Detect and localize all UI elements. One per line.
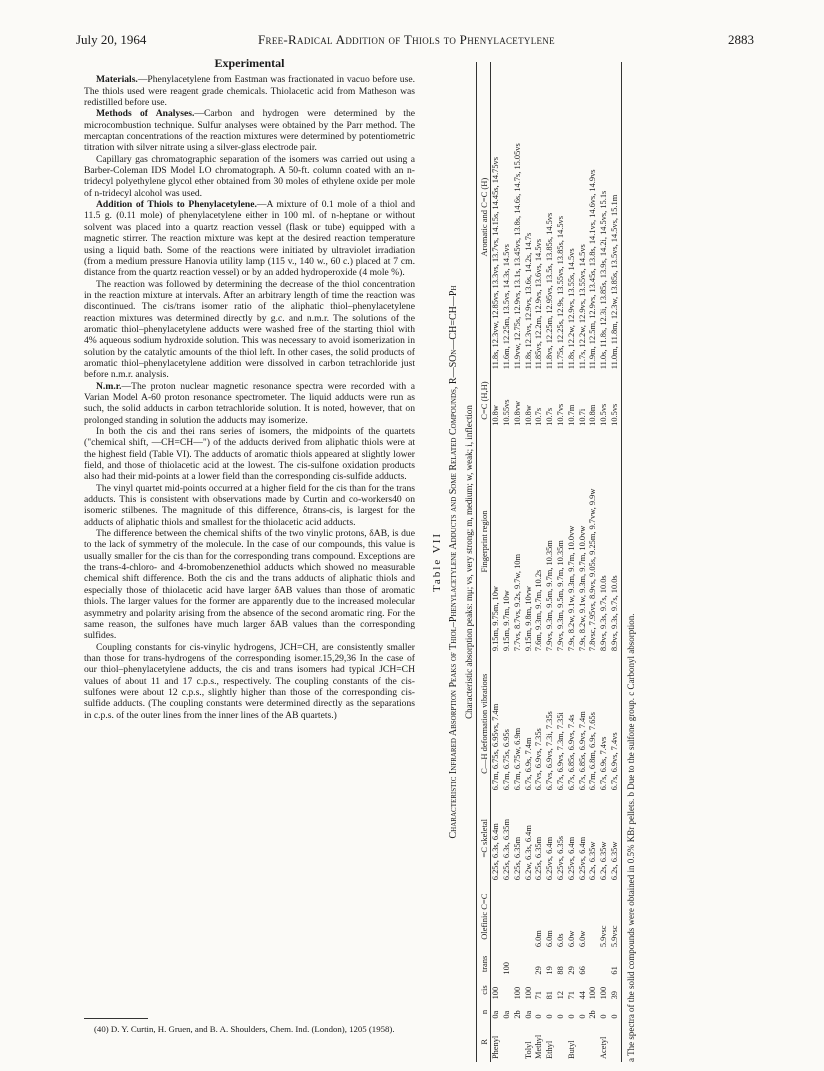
table-cell: Methyl [534,1034,544,1059]
table-cell: 6.7s, 6.9s, 7.4vs [599,736,609,791]
table-cell: 10.8w [491,405,501,426]
table-cell: 11.9vw, 12.75s, 12.9vs, 13.1s, 13.45vs, 13.8s, 14.6s, 14.7s, 15.05vs [512,143,522,370]
table-subcaption: Characteristic absorption peaks: mμ; vs, very strong; m, medium; w, weak; i, inflection [464,62,478,1062]
paragraph [84,381,415,426]
table-row [502,62,513,1062]
table-cell: 11.6m, 12.25m, 13.5vs, 14.3s, 14.5vs [501,244,511,370]
table-cell: 0 [599,1014,609,1019]
table-header-cell: =C skeletal [479,793,490,883]
paragraph-text: In both the cis and thei rans series of isomers, the midpoints of the quartets ("chemical shift, —CH=CH—") of the adducts derived from aliphatic thiols were at the highest field (Table VI). The adducts of aromatic thiols appeared at slightly lower field, and those of thiolacetic acid at the lowest. The cis-sulfone oxidation products also had their mid-points at a lower field than the corresponding cis-sulfide adducts. [84,426,415,483]
table-cell: 6.25s, 6.3s, 6.35m [501,818,511,881]
table-cell: 8.9vs, 9.3s, 9.7s, 10.0s [610,429,621,654]
table-cell: 10.5vs [610,372,621,429]
table-cell: 12 [555,991,565,1000]
table-cell: 6.2s, 6.35w [610,793,621,883]
table-cell: 11.7s, 12.2w, 12.9vs, 13.55vs, 14.5vs [577,244,587,370]
paragraph-text: —Carbon and hydrogen were determined by the microcombustion technique. Sulfur analyses were obtained by the Parr method. The mercaptan concentrations of the reaction mixtures were determined by potentiometric titration with silver nitrate using a silver-glass electrode pair. [84,108,415,154]
table-cell: 11.9m, 12.5m, 12.9vs, 13.45s, 13.8s, 14.1vs, 14.6vs, 14.9vs [588,169,598,370]
paragraph [84,426,415,483]
table-header-cell: Fingerprint region [479,429,490,654]
paragraph-text: The reaction was followed by determining the decrease of the thiol concentration in the reaction mixture at intervals. After an arbitrary length of time the reaction was discontinued. The cis/trans isomer ratio of the aliphatic thiol–phenylacetylene reaction mixtures was determined directly by g.c. and n.m.r. The solutions of the aromatic thiol–phenylacetylene adducts were washed free of the starting thiol with 4% aqueous sodium hydroxide solution. This was necessary to avoid isomerization in solution by the catalytic amounts of the thiol left. In other cases, the solid products of aromatic thiol–phenylacetylene addition were dissolved in carbon tetrachloride just before n.m.r. analysis. [84,278,415,381]
paragraph-text: The difference between the chemical shifts of the two vinylic protons, δAB, is due to the lack of symmetry of the molecule. In the case of our compounds, this value is usually smaller for the cis than for the corresponding trans compound. Exceptions are the trans-4-chloro- and 4-bromobenzenethiol adducts which showed no measurable chemical shift difference. Both the cis and the trans adducts of aliphatic thiols and especially those of thiolacetic acid have larger δAB values than those of aromatic thiols. The larger values for the former are apparently due to the increased molecular asymmetry and polarity arising from the absence of the second aromatic ring. For the same reason, the sulfones have much larger δAB values than the corresponding sulfides. [84,528,415,642]
paragraph-heading: N.m.r. [96,380,122,392]
table-cell: 100 [523,986,533,1000]
table-cell: 100 [588,986,598,1000]
paragraph [84,642,415,721]
table-cell [513,950,524,977]
paragraph-heading: Materials. [96,74,138,86]
table-cell: 0 [545,1014,555,1019]
table-cell: Tolyl [523,1041,533,1059]
table-cell: 100 [501,962,511,975]
table-cell: 7.9s, 8.2w, 9.1w, 9.3m, 9.7m, 10.0vw [566,525,576,652]
table-cell: 100 [599,986,609,1000]
table-cell: 11.85vs, 12.2m, 12.9vs, 13.6vs, 14.5vs [534,239,544,370]
table-cell: 6.7s, 6.9s, 7.4m [523,737,533,791]
table-cell: Phenyl [491,1035,501,1059]
table-notes: a The spectra of the solid compounds were obtained in 0.5% KBr pellets. b Due to the sulfone group. c Carbonyl absorption. [625,613,636,1062]
table-cell: 6.25s, 6.3s, 6.4m [491,823,501,881]
table-cell: 6.7m, 6.75s, 6.95s [501,729,511,791]
table-cell: 11.8s, 12.3vs, 12.9vs, 13.6s, 14.2s, 14.7s [523,232,533,370]
table-cell: 71 [566,991,576,1000]
left-column [84,58,415,721]
table-cell: 6.7m, 6.75s, 6.95vs, 7.4m [491,703,501,791]
table-row [556,62,567,1062]
table-block [426,62,786,1062]
paragraph-text: Capillary gas chromatographic separation of the isomers was carried out using a Barber-Coleman IDS Model LO chromatograph. A 50-ft. column coated with an n-tridecyl polyethylene glycol ether obtained from 30 moles of ethylene oxide per mole of n-tridecyl alcohol was used. [84,153,415,199]
paragraph-heading: Methods of Analyses. [96,108,195,120]
table-cell: Acetyl [599,1036,609,1059]
table-cell: 11.8s, 12.2w, 12.9vs, 13.55s, 14.5vs [566,248,576,370]
table-cell: 61 [610,950,621,977]
table-cell: 6.2w, 6.3s, 6.4m [523,825,533,881]
table-row [610,62,621,1062]
table-row [578,62,589,1062]
running-header-title: Free-Radical Addition of Thiols to Phenylacetylene [258,32,555,47]
table-cell: 8.9vs, 9.3s, 9.7s, 10.0s [599,575,609,652]
table-cell: Ethyl [545,1040,555,1059]
table-row [599,62,610,1062]
table-cell [502,1022,513,1062]
table-cell: 11.8s, 12.3vw, 12.85vs, 13.3vs, 13.7vs, 14.15s, 14.45s, 14.75vs [491,156,501,370]
table-cell: 6.25s, 6.35m [534,836,544,881]
table-cell: 10.7vs [555,403,565,426]
table-header-cell: R [479,1022,490,1062]
table-row [491,62,502,1062]
footnote: (40) D. Y. Curtin, H. Gruen, and B. A. Shoulders, Chem. Ind. (London), 1205 (1958). [94,1024,395,1034]
table-cell: 7.8vsc, 7.95vs, 8.9vs, 9.05s, 9.25m, 9.7vw, 9.9w [588,488,598,652]
table-cell [513,883,524,950]
paragraph-text: —The proton nuclear magnetic resonance spectra were recorded with a Varian Model A-60 proton resonance spectrometer. The liquid adducts were run as such, the solid adducts in carbon tetrachloride solution. It is noted, however, that on prolonged standing in solution the adducts may isomerize. [84,380,415,426]
table-cell: 0a [501,1010,511,1019]
table-cell [502,978,513,1003]
table-cell: 100 [491,986,501,1000]
table-cell: 0 [577,1014,587,1019]
table-cell: 6.2s, 6.35w [599,841,609,881]
table-cell: 10.55vs [501,399,511,426]
table-cell: 11.8vs, 12.25m, 12.95vs, 13.5s, 13.85s, 14.5vs [545,212,555,370]
table-row [567,62,578,1062]
paragraph [84,279,415,381]
table-cell: 7.9s, 8.2w, 9.1w, 9.3m, 9.7m, 10.0vw [577,525,587,652]
table-cell: 6.7m, 6.75w, 6.9m [512,727,522,791]
paragraph-heading: Addition of Thiols to Phenylacetylene. [96,199,257,211]
table-cell: 5.9vsc [610,883,621,950]
table-cell: 10.7i [577,408,587,426]
table-cell: 6.7vs, 6.9vs, 7.3i, 7.35s [545,711,555,791]
table-row [534,62,545,1062]
table-cell: 6.7m, 6.8m, 6.9s, 7.65s [588,712,598,791]
table-cell: 6.0m [534,930,544,948]
table-cell: 6.25vs, 6.4m [545,836,555,881]
table-header-cell: Olefinic C=C [479,883,490,950]
paragraph [84,108,415,153]
table-cell: 0 [566,1014,576,1019]
table-cell: 10.7s [534,407,544,426]
table-cell: 11.0m, 11.8m, 12.3w, 13.85s, 13.5vs, 14.5vs, 15.1m [610,62,621,372]
table-cell: 11.0s, 11.8s, 12.3i, 13.85s, 13.9s, 14.2i, 14.5vs, 15.1s [599,190,609,370]
paragraph-text: —Phenylacetylene from Eastman was fractionated in vacuo before use. The thiols used were reagent grade chemicals. Thiolacetic acid from Matheson was redistilled before use. [84,74,415,109]
table-cell: 11.75s, 12.25s, 12.9s, 13.55vs, 13.85s, 14.5vs [555,216,565,370]
table-row [524,62,535,1062]
ir-table [479,62,621,1062]
table-cell: 0 [555,1014,565,1019]
table-cell: 6.25vs, 6.4m [577,836,587,881]
table-cell: 10.7m [566,404,576,426]
page-number: 2883 [728,32,754,47]
table-cell: 10.5vs [599,403,609,426]
table-cell: 0 [534,1014,544,1019]
table-cell: 71 [534,991,544,1000]
table-cell: 29 [566,966,576,975]
table-cell: 6.7s, 6.9vs, 7.4vs [610,654,621,793]
table-cell [491,950,502,977]
table-cell: 81 [545,991,555,1000]
paragraph-text: The vinyl quartet mid-points occurred at a higher field for the cis than for the trans adducts. This is consistent with observations made by Curtin and co-workers40 on isomeric stilbenes. The magnitude of this difference, δtrans-cis, is largest for the adducts of aliphatic thiols and smallest for the thiolacetic acid adducts. [84,482,415,528]
table-cell [588,950,599,977]
table-cell: 6.0s [555,933,565,948]
table-cell: 6.0m [545,930,555,948]
table-header-cell: trans [479,950,490,977]
paragraph [84,483,415,528]
table-cell: 0a [523,1010,533,1019]
table-header-cell: cis [479,978,490,1003]
table-cell: 6.25s, 6.35m [512,836,522,881]
paragraph [84,154,415,199]
table-cell [578,1022,589,1062]
paragraph [84,528,415,641]
table-header-cell: Aromatic and C=C (H) [479,62,490,372]
table-cell: 29 [534,966,544,975]
table-header-row [479,62,490,1062]
table-cell: 2b [512,1010,522,1019]
table-row [513,62,524,1062]
table-cell [524,883,535,950]
table-cell: 100 [512,986,522,1000]
table-cell: Butyl [566,1040,576,1059]
paragraph [84,74,415,108]
table-row [588,62,599,1062]
table-cell: 10.8vw [512,400,522,426]
table-cell [491,883,502,950]
table-cell: 6.7s, 6.85s, 6.9vs, 7.4m [577,711,587,791]
table-cell: 7.9vs, 9.3m, 9.5m, 9.7m, 10.35m [545,540,555,652]
table-header-cell: n [479,1002,490,1021]
table-cell: 9.15m, 9.8m, 10vw [523,586,533,652]
table-cell: 10.7s [545,407,555,426]
table-cell: 6.7vs, 6.9vs, 7.35s [534,728,544,791]
table-cell: 39 [610,978,621,1003]
table-cell: 66 [577,966,587,975]
rotated-table [426,62,786,1062]
section-title: Experimental [214,56,285,70]
table-header-cell: C=C (H,H) [479,372,490,429]
table-cell: 0a [491,1010,501,1019]
table-cell: 6.25vs, 6.35s [555,835,565,881]
table-cell: 9.15m, 9.7m, 10w [501,590,511,652]
table-cell: 88 [555,966,565,975]
footnote-rule [84,1018,148,1019]
table-cell [610,1022,621,1062]
table-cell: 7.9vs, 9.3m, 9.5m, 9.7m, 10.35m [555,540,565,652]
table-cell [513,1022,524,1062]
table-header-cell: C—H deformation vibrations [479,654,490,793]
table-label: Table VII [431,531,443,593]
table-cell [524,950,535,977]
table-cell: 19 [545,966,555,975]
paragraph [84,199,415,278]
table-cell: 6.7s, 6.9vs, 7.3m, 7.35i [555,712,565,791]
table-cell: 10.8m [588,404,598,426]
table-body [491,62,622,1062]
table-cell: 5.9vsc [599,925,609,948]
table-cell: 44 [577,991,587,1000]
table-cell: 0 [610,1002,621,1021]
table-cell [588,1022,599,1062]
table-cell [502,883,513,950]
running-header-date: July 20, 1964 [76,32,147,47]
table-cell: 2b [588,1010,598,1019]
table-cell: 6.7s, 6.85s, 6.9vs, 7.4s [566,714,576,791]
table-cell: 6.2s, 6.35w [588,841,598,881]
table-cell [599,950,610,977]
table-row [545,62,556,1062]
table-cell: 7.6m, 9.3m, 9.7m, 10.2s [534,569,544,652]
table-cell: 7.7vs, 8.7vs, 9.2s, 9.7w, 10m [512,553,522,652]
table-caption: Characteristic Infrared Absorption Peaks of Thiol–Phenylacetylene Adducts and Some Related Compounds, R—SOn—CH=CH—Ph [447,285,459,839]
table-cell: 9.15m, 9.75m, 10w [491,586,501,652]
table-cell: 6.0w [577,930,587,948]
table-cell [556,1022,567,1062]
table-cell [588,883,599,950]
paragraph-list [84,74,415,721]
paragraph-text: —A mixture of 0.1 mole of a thiol and 11.5 g. (0.11 mole) of phenylacetylene either in 100 ml. of n-heptane or without solvent was placed into a quartz reaction vessel (flask or tube) equipped with a magnetic stirrer. The reaction mixture was kept at the desired reaction temperature using a liquid bath. Some of the reactions were initiated by ultraviolet irradiation (from a medium pressure Hanovia utility lamp (115 v., 140 w., 60 c.) placed at 7 cm. distance from the quartz reaction vessel) or by an added hydroperoxide (4 mole %). [84,199,415,279]
paragraph-text: Coupling constants for cis-vinylic hydrogens, JCH=CH, are consistently smaller than those for trans-hydrogens of the corresponding isomer.15,29,36 In the case of our thiol–phenylacetylene adducts, the cis and trans isomers had typical JCH=CH values of about 11 and 17 c.p.s., respectively. The coupling constants of the cis-sulfones were about 12 c.p.s., slightly higher than those of the corresponding cis-sulfide adducts. (The coupling constants were determined directly as the separations in c.p.s. of the outer lines from the inner lines of the AB quartets.) [84,641,415,721]
table-cell: 6.0w [566,930,576,948]
table-cell: 10.8w [523,405,533,426]
table-cell: 6.25vs, 6.4m [566,836,576,881]
